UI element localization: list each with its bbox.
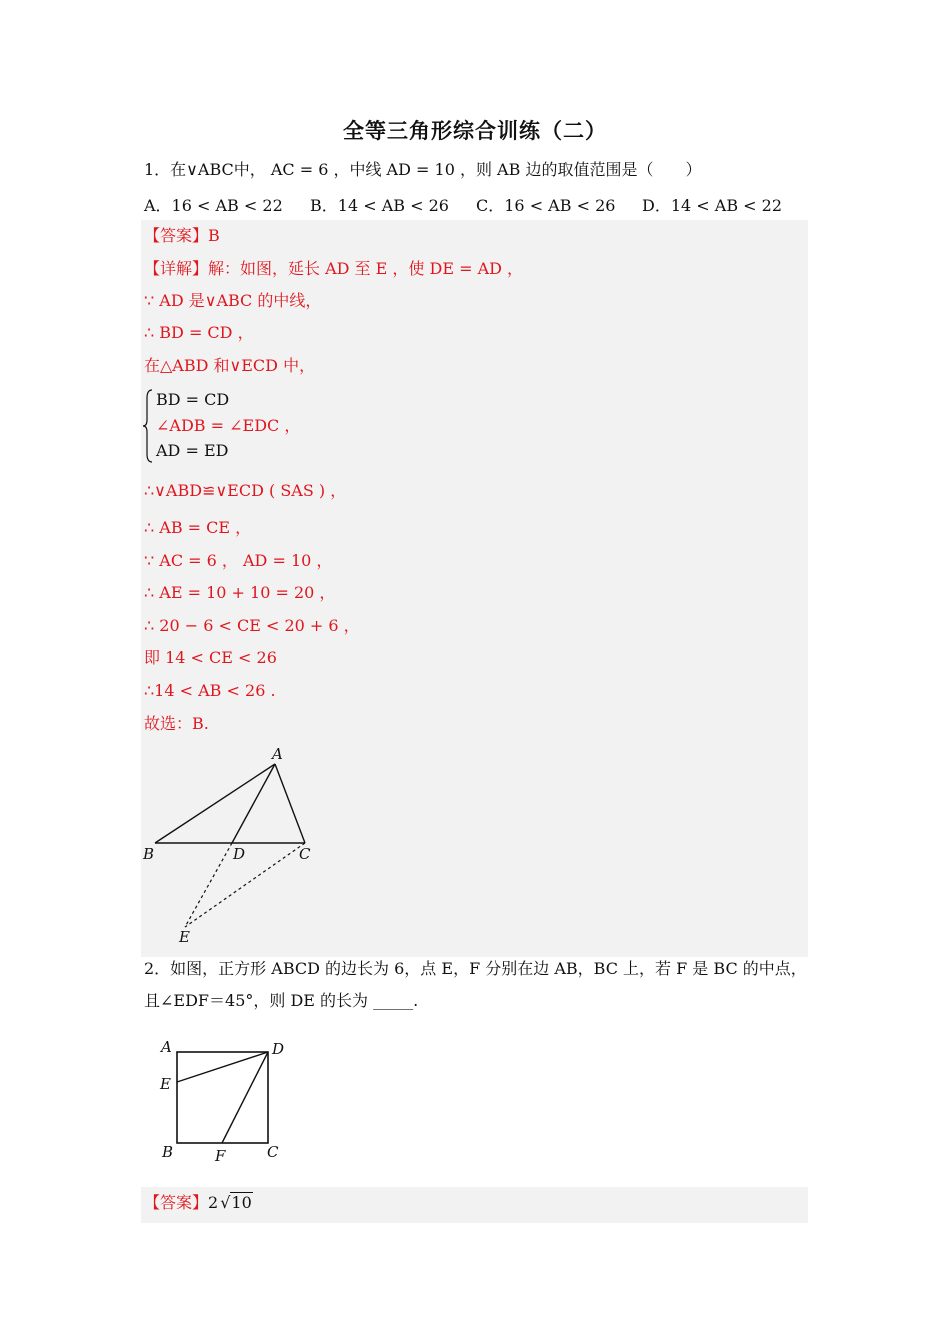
label-d: D — [272, 1040, 285, 1058]
q2-square-figure — [155, 1035, 305, 1165]
label-c: C — [299, 845, 311, 863]
q2-answer-label: 【答案】 — [144, 1193, 209, 1212]
label-e: E — [160, 1075, 171, 1093]
q1-solution-line: ∴ 20 − 6 < CE < 20 + 6 ， — [144, 616, 360, 635]
q2-stem-line2: 且∠EDF＝45°，则 DE 的长为 _____. — [144, 991, 419, 1010]
segment-ab — [155, 764, 275, 843]
label-a: A — [272, 745, 283, 763]
q1-answer: 【答案】B — [144, 226, 220, 245]
q1-solution-line: ∴ BD = CD ， — [144, 323, 254, 342]
q1-system-line: BD = CD — [156, 390, 230, 409]
square-abcd — [177, 1052, 268, 1143]
q2-answer-radicand: 10 — [231, 1193, 252, 1212]
q1-solution-line: ∵ AD 是∨ABC 的中线， — [144, 291, 322, 310]
q1-solution-line: 即 14 < CE < 26 — [144, 648, 277, 667]
q1-option-d: D．14 < AB < 22 — [642, 196, 783, 215]
segment-de — [185, 843, 232, 927]
q2-answer-coef: 2 — [208, 1193, 219, 1212]
q1-stem: 1．在∨ABC中， AC = 6 ，中线 AD = 10 ，则 AB 边的取值范围是（ ） — [144, 160, 702, 179]
label-c: C — [267, 1143, 279, 1161]
q2-answer — [144, 1192, 253, 1214]
q2-stem-line1: 2．如图，正方形 ABCD 的边长为 6，点 E，F 分别在边 AB，BC 上，若 F 是 BC 的中点， — [144, 959, 807, 978]
q1-solution-line: 在△ABD 和∨ECD 中， — [144, 356, 316, 375]
segment-ac — [275, 764, 305, 843]
q1-option-c: C．16 < AB < 26 — [476, 196, 616, 215]
label-e: E — [179, 928, 190, 946]
q1-solution-line: ∴ AE = 10 + 10 = 20 ， — [144, 583, 336, 602]
q1-system-line: ∠ADB = ∠EDC ， — [156, 416, 301, 435]
label-f: F — [215, 1147, 226, 1165]
label-b: B — [143, 845, 155, 863]
q1-system-line: AD = ED — [156, 441, 229, 460]
page-title: 全等三角形综合训练（二） — [343, 118, 607, 143]
q1-solution-line: ∴∨ABD≌∨ECD ( SAS ) ， — [144, 481, 347, 500]
segment-ad — [232, 764, 275, 843]
label-b: B — [162, 1143, 174, 1161]
q1-solution-line: ∴ AB = CE ， — [144, 518, 252, 537]
label-a: A — [161, 1038, 172, 1056]
q1-solution-line: ∴14 < AB < 26 . — [144, 681, 276, 700]
sqrt-icon: √ — [220, 1193, 231, 1212]
q1-solution-line: ∵ AC = 6 ， AD = 10 ， — [144, 551, 333, 570]
q1-triangle-figure — [140, 740, 340, 950]
segment-df — [222, 1052, 268, 1143]
q1-solution-line: 【详解】解：如图，延长 AD 至 E ，使 DE = AD ， — [144, 259, 524, 278]
system-brace — [142, 388, 154, 464]
q1-option-b: B．14 < AB < 26 — [310, 196, 449, 215]
q1-solution-line: 故选：B. — [144, 714, 209, 733]
label-d: D — [233, 845, 246, 863]
q1-option-a: A．16 < AB < 22 — [144, 196, 283, 215]
